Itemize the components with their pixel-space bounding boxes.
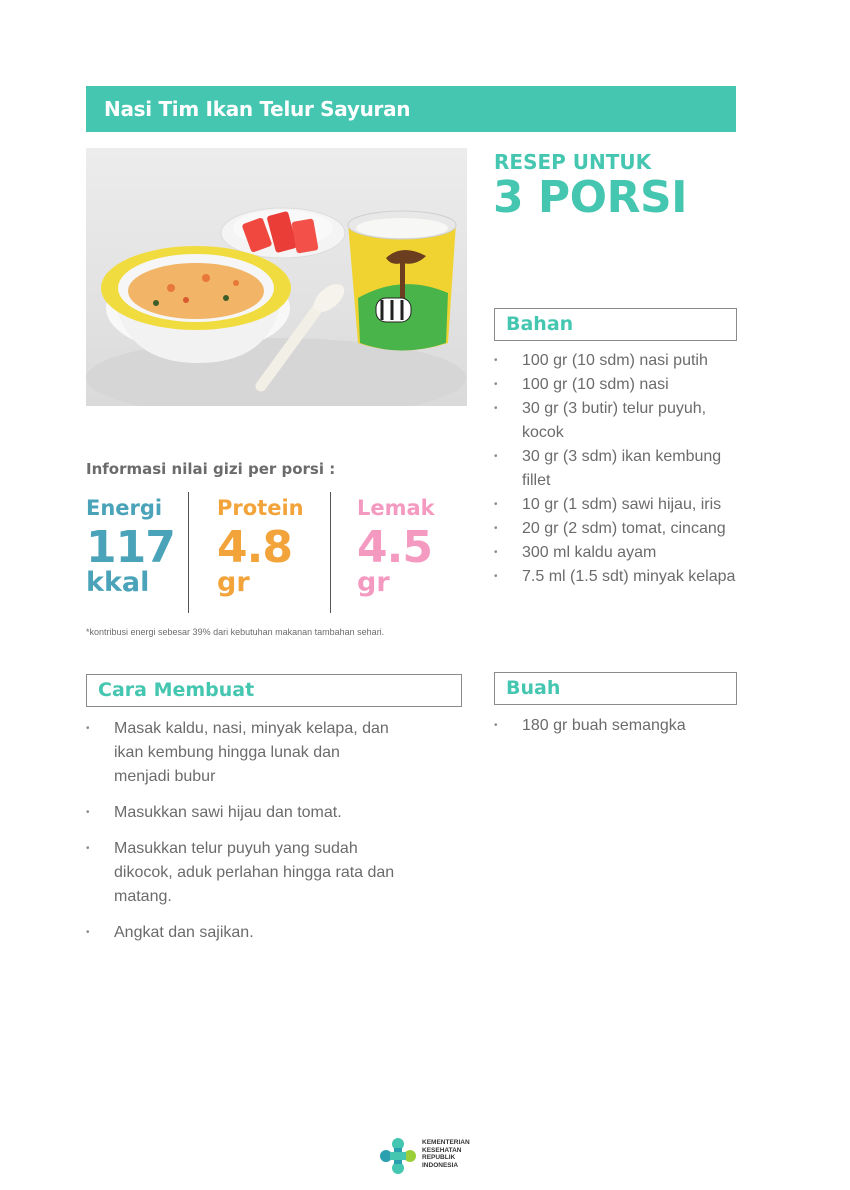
cara-heading-box [86, 674, 462, 707]
step-item: • Masak kaldu, nasi, minyak kelapa, dan ikan kembung hingga lunak dan menjadi bubur [86, 717, 396, 789]
list-item: • 30 gr (3 sdm) ikan kembung fillet [494, 445, 744, 493]
buah-heading-box [494, 672, 737, 705]
bahan-heading: Bahan [506, 313, 574, 335]
energy-value: 117 [86, 522, 175, 573]
list-item: • 7.5 ml (1.5 sdt) minyak kelapa [494, 565, 744, 589]
list-item: • 100 gr (10 sdm) nasi [494, 373, 744, 397]
ministry-logo-text [422, 1139, 470, 1169]
logo-line: KEMENTERIAN [422, 1139, 470, 1146]
portion-value: 3 PORSI [493, 172, 688, 223]
logo-line: KESEHATAN [422, 1146, 462, 1154]
recipe-title-bar [86, 86, 736, 132]
protein-label: Protein [217, 496, 304, 520]
step-item: • Masukkan sawi hijau dan tomat. [86, 801, 396, 825]
list-item: • 10 gr (1 sdm) sawi hijau, iris [494, 493, 744, 517]
ministry-logo [378, 1136, 418, 1181]
logo-line: REPUBLIK [422, 1154, 456, 1161]
bahan-list [494, 349, 744, 589]
portion-label: RESEP UNTUK [494, 150, 652, 174]
list-item: • 180 gr buah semangka [494, 714, 744, 738]
cara-steps [86, 717, 396, 957]
protein-value: 4.8 [217, 522, 292, 573]
list-item: • 100 gr (10 sdm) nasi putih [494, 349, 744, 373]
step-item: • Masukkan telur puyuh yang sudah dikocok, aduk perlahan hingga rata dan matang. [86, 837, 396, 909]
nutrition-heading: Informasi nilai gizi per porsi : [86, 460, 336, 478]
list-item: • 300 ml kaldu ayam [494, 541, 744, 565]
list-item: • 20 gr (2 sdm) tomat, cincang [494, 517, 744, 541]
nutrition-fat [357, 496, 435, 598]
fat-value: 4.5 [357, 522, 432, 573]
ministry-logo-icon [378, 1136, 418, 1176]
nutrition-protein [217, 496, 304, 598]
energy-label: Energi [86, 496, 163, 520]
bahan-heading-box [494, 308, 737, 341]
protein-unit: gr [217, 567, 250, 598]
recipe-photo [86, 148, 467, 406]
divider [330, 492, 331, 613]
cara-heading: Cara Membuat [98, 679, 255, 701]
fat-label: Lemak [357, 496, 435, 520]
divider [188, 492, 189, 613]
step-item: • Angkat dan sajikan. [86, 921, 396, 945]
recipe-title: Nasi Tim Ikan Telur Sayuran [104, 97, 411, 121]
logo-line: INDONESIA [422, 1161, 459, 1169]
food-illustration [86, 148, 467, 406]
buah-list [494, 714, 744, 738]
energy-unit: kkal [86, 567, 150, 598]
list-item: • 30 gr (3 butir) telur puyuh, kocok [494, 397, 744, 445]
buah-heading: Buah [506, 677, 561, 699]
nutrition-footnote: *kontribusi energi sebesar 39% dari kebutuhan makanan tambahan sehari. [86, 627, 385, 637]
nutrition-energy [86, 496, 175, 598]
fat-unit: gr [357, 567, 390, 598]
